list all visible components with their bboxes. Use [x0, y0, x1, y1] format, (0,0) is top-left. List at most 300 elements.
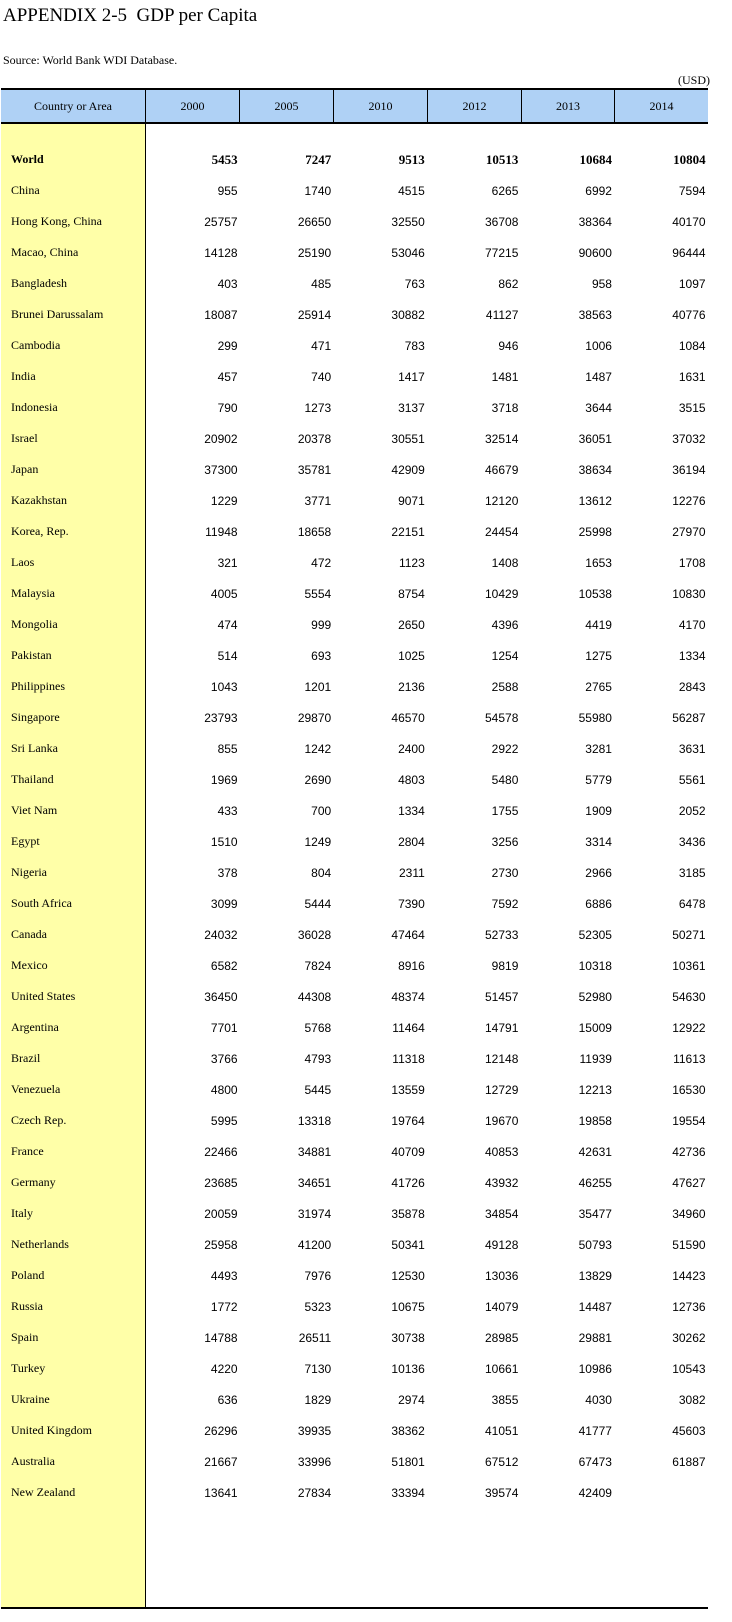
value-cell: 19764: [391, 1113, 425, 1128]
value-cell: 42736: [672, 1144, 706, 1159]
value-cell: 2588: [491, 679, 519, 694]
value-cell: 8754: [398, 586, 425, 601]
value-cell: 11613: [673, 1051, 706, 1066]
unit-label: (USD): [678, 73, 710, 87]
value-cell: 12276: [672, 493, 706, 508]
value-cell: 34651: [297, 1175, 332, 1190]
table-row: [1, 1167, 708, 1198]
table-row: [1, 1043, 708, 1074]
value-cell: 10804: [673, 151, 706, 167]
value-cell: 1772: [210, 1299, 238, 1314]
value-cell: 67473: [578, 1454, 612, 1469]
country-name: New Zealand: [11, 1485, 76, 1499]
value-cell: 33996: [297, 1454, 332, 1469]
table-row: [1, 578, 708, 609]
country-name: Mexico: [11, 958, 48, 972]
value-cell: 10136: [391, 1361, 425, 1376]
value-cell: 10318: [578, 958, 612, 973]
value-cell: 14788: [204, 1330, 238, 1345]
value-cell: 96444: [672, 245, 706, 260]
value-cell: 20059: [204, 1206, 238, 1221]
value-cell: 10830: [672, 586, 706, 601]
table-row: [1, 671, 708, 702]
value-cell: 5453: [211, 151, 238, 167]
value-cell: 10361: [672, 958, 706, 973]
value-cell: 10661: [485, 1361, 519, 1376]
table-row: [1, 1415, 708, 1446]
value-cell: 25190: [297, 245, 332, 260]
value-cell: 52980: [578, 989, 612, 1004]
value-cell: 9819: [491, 958, 519, 973]
value-cell: 50341: [391, 1237, 425, 1252]
table-row: [1, 175, 708, 206]
value-cell: 20378: [297, 431, 332, 446]
value-cell: 56287: [672, 710, 706, 725]
value-cell: 34960: [672, 1206, 706, 1221]
value-cell: 740: [311, 369, 332, 384]
value-cell: 41200: [297, 1237, 332, 1252]
value-cell: 19858: [578, 1113, 612, 1128]
value-cell: 18658: [297, 524, 332, 539]
value-cell: 1417: [398, 369, 425, 384]
country-name: Nigeria: [11, 865, 47, 879]
value-cell: 958: [591, 276, 612, 291]
value-cell: 2843: [678, 679, 706, 694]
value-cell: 23685: [204, 1175, 238, 1190]
value-cell: 2650: [398, 617, 425, 632]
table-row: [1, 1105, 708, 1136]
country-name: Macao, China: [11, 245, 79, 259]
value-cell: 4800: [210, 1082, 238, 1097]
value-cell: 6582: [210, 958, 238, 973]
value-cell: 14079: [485, 1299, 519, 1314]
value-cell: 26650: [297, 214, 332, 229]
value-cell: 763: [404, 276, 425, 291]
value-cell: 1273: [304, 400, 332, 415]
value-cell: 51457: [485, 989, 519, 1004]
value-cell: 3631: [678, 741, 706, 756]
value-cell: 485: [311, 276, 332, 291]
value-cell: 2922: [491, 741, 519, 756]
source-note: Source: World Bank WDI Database.: [3, 53, 178, 67]
value-cell: 34854: [485, 1206, 519, 1221]
value-cell: 24454: [485, 524, 519, 539]
country-name: Turkey: [11, 1361, 46, 1375]
country-name: Venezuela: [11, 1082, 61, 1096]
country-name: Australia: [11, 1454, 55, 1468]
value-cell: 6478: [678, 896, 706, 911]
country-name: Egypt: [11, 834, 40, 848]
country-name: South Africa: [11, 896, 72, 910]
value-cell: 21667: [204, 1454, 238, 1469]
value-cell: 2690: [304, 772, 332, 787]
value-cell: 67512: [485, 1454, 519, 1469]
value-cell: 9071: [398, 493, 425, 508]
value-cell: 31974: [297, 1206, 332, 1221]
value-cell: 1481: [491, 369, 519, 384]
value-cell: 6886: [585, 896, 612, 911]
value-cell: 42631: [578, 1144, 612, 1159]
value-cell: 3766: [210, 1051, 238, 1066]
table-row: [1, 702, 708, 733]
value-cell: 1487: [585, 369, 612, 384]
table-row: [1, 857, 708, 888]
value-cell: 40170: [672, 214, 706, 229]
header-2000: 2000: [146, 90, 240, 122]
value-cell: 1123: [398, 555, 425, 570]
table-row: [1, 1074, 708, 1105]
country-name: Korea, Rep.: [11, 524, 69, 538]
value-cell: 1510: [210, 834, 238, 849]
table-row: [1, 454, 708, 485]
value-cell: 40776: [672, 307, 706, 322]
value-cell: 3314: [585, 834, 612, 849]
value-cell: 10675: [391, 1299, 425, 1314]
value-cell: 6265: [491, 183, 519, 198]
table-row: [1, 485, 708, 516]
country-name: Laos: [11, 555, 35, 569]
value-cell: 10986: [578, 1361, 612, 1376]
country-name: Brunei Darussalam: [11, 307, 104, 321]
value-cell: 38364: [578, 214, 612, 229]
country-name: France: [11, 1144, 44, 1158]
value-cell: 7390: [398, 896, 425, 911]
value-cell: 33394: [391, 1485, 425, 1500]
value-cell: 50271: [672, 927, 706, 942]
gdp-table: [1, 88, 708, 1609]
value-cell: 15009: [578, 1020, 612, 1035]
value-cell: 53046: [391, 245, 425, 260]
value-cell: 7976: [304, 1268, 332, 1283]
value-cell: 4396: [491, 617, 519, 632]
value-cell: 41051: [485, 1423, 519, 1438]
value-cell: 1909: [585, 803, 612, 818]
value-cell: 32550: [391, 214, 425, 229]
country-name: Brazil: [11, 1051, 41, 1065]
value-cell: 2804: [398, 834, 425, 849]
table-row: [1, 299, 708, 330]
country-name: Bangladesh: [11, 276, 67, 290]
table-row: [1, 423, 708, 454]
value-cell: 25914: [297, 307, 332, 322]
value-cell: 34881: [297, 1144, 332, 1159]
value-cell: 3855: [491, 1392, 519, 1407]
value-cell: 19670: [485, 1113, 519, 1128]
value-cell: 41777: [578, 1423, 612, 1438]
value-cell: 8916: [398, 958, 425, 973]
value-cell: 999: [311, 617, 332, 632]
value-cell: 1229: [210, 493, 238, 508]
value-cell: 30262: [672, 1330, 706, 1345]
value-cell: 7594: [678, 183, 706, 198]
country-name: China: [11, 183, 40, 197]
country-name: Argentina: [11, 1020, 59, 1034]
country-name: Hong Kong, China: [11, 214, 102, 228]
value-cell: 27834: [297, 1485, 332, 1500]
table-header-row: [1, 88, 708, 124]
table-row: [1, 1012, 708, 1043]
value-cell: 30551: [391, 431, 425, 446]
value-cell: 783: [404, 338, 425, 353]
value-cell: 13036: [485, 1268, 519, 1283]
value-cell: 3099: [210, 896, 238, 911]
country-name: Germany: [11, 1175, 56, 1189]
value-cell: 3185: [678, 865, 706, 880]
table-row: [1, 361, 708, 392]
value-cell: 37300: [204, 462, 238, 477]
country-name: Thailand: [11, 772, 54, 786]
value-cell: 2136: [398, 679, 425, 694]
value-cell: 1631: [678, 369, 706, 384]
value-cell: 9513: [398, 151, 425, 167]
country-name: Pakistan: [11, 648, 52, 662]
value-cell: 12148: [485, 1051, 519, 1066]
value-cell: 4220: [210, 1361, 238, 1376]
value-cell: 30738: [391, 1330, 425, 1345]
value-cell: 13318: [297, 1113, 332, 1128]
value-cell: 43932: [485, 1175, 519, 1190]
value-cell: 14487: [578, 1299, 612, 1314]
value-cell: 1043: [210, 679, 238, 694]
value-cell: 28985: [485, 1330, 519, 1345]
value-cell: 49128: [485, 1237, 519, 1252]
value-cell: 37032: [672, 431, 706, 446]
country-name: Indonesia: [11, 400, 58, 414]
table-row: [1, 1477, 708, 1508]
table-row: [1, 795, 708, 826]
value-cell: 50793: [578, 1237, 612, 1252]
value-cell: 7247: [305, 151, 332, 167]
value-cell: 41726: [391, 1175, 425, 1190]
value-cell: 299: [217, 338, 238, 353]
value-cell: 471: [311, 338, 332, 353]
value-cell: 855: [217, 741, 238, 756]
table-row: [1, 1446, 708, 1477]
value-cell: 5768: [304, 1020, 332, 1035]
value-cell: 4005: [210, 586, 238, 601]
country-name: United Kingdom: [11, 1423, 92, 1437]
value-cell: 12213: [578, 1082, 612, 1097]
value-cell: 46679: [485, 462, 519, 477]
value-cell: 29870: [297, 710, 332, 725]
value-cell: 13829: [578, 1268, 612, 1283]
value-cell: 6992: [585, 183, 612, 198]
value-cell: 321: [217, 555, 238, 570]
table-row: [1, 1229, 708, 1260]
table-row: [1, 1260, 708, 1291]
table-row: [1, 330, 708, 361]
value-cell: 4419: [585, 617, 612, 632]
value-cell: 4515: [398, 183, 425, 198]
table-row: [1, 547, 708, 578]
country-name: Cambodia: [11, 338, 61, 352]
value-cell: 45603: [672, 1423, 706, 1438]
value-cell: 790: [217, 400, 238, 415]
country-name: Singapore: [11, 710, 60, 724]
value-cell: 433: [217, 803, 238, 818]
value-cell: 1242: [304, 741, 332, 756]
country-name: Viet Nam: [11, 803, 58, 817]
value-cell: 24032: [204, 927, 238, 942]
value-cell: 2400: [398, 741, 425, 756]
value-cell: 25958: [204, 1237, 238, 1252]
table-row: [1, 981, 708, 1012]
table-row: [1, 950, 708, 981]
value-cell: 51590: [672, 1237, 706, 1252]
value-cell: 32514: [485, 431, 519, 446]
value-cell: 10543: [672, 1361, 706, 1376]
table-row: [1, 392, 708, 423]
value-cell: 3256: [491, 834, 519, 849]
country-name: Israel: [11, 431, 38, 445]
value-cell: 47464: [391, 927, 425, 942]
country-name: Philippines: [11, 679, 66, 693]
value-cell: 3771: [304, 493, 332, 508]
value-cell: 18087: [204, 307, 238, 322]
value-cell: 1201: [304, 679, 332, 694]
value-cell: 2311: [398, 865, 425, 880]
value-cell: 472: [311, 555, 332, 570]
value-cell: 40853: [485, 1144, 519, 1159]
value-cell: 61887: [672, 1454, 706, 1469]
value-cell: 51801: [391, 1454, 425, 1469]
value-cell: 5445: [304, 1082, 332, 1097]
header-2010: 2010: [334, 90, 428, 122]
value-cell: 700: [311, 803, 332, 818]
country-name: Ukraine: [11, 1392, 50, 1406]
value-cell: 39935: [297, 1423, 332, 1438]
header-2012: 2012: [428, 90, 522, 122]
value-cell: 3436: [678, 834, 706, 849]
table-row: [1, 640, 708, 671]
table-row: [1, 764, 708, 795]
value-cell: 1740: [304, 183, 332, 198]
value-cell: 693: [311, 648, 332, 663]
value-cell: 2052: [678, 803, 706, 818]
value-cell: 5323: [304, 1299, 332, 1314]
value-cell: 25757: [204, 214, 238, 229]
country-name: India: [11, 369, 36, 383]
value-cell: 22466: [204, 1144, 238, 1159]
table-row: [1, 1353, 708, 1384]
value-cell: 474: [217, 617, 238, 632]
value-cell: 30882: [391, 307, 425, 322]
table-row: [1, 206, 708, 237]
value-cell: 1097: [678, 276, 706, 291]
value-cell: 54630: [672, 989, 706, 1004]
value-cell: 26511: [298, 1330, 332, 1345]
value-cell: 77215: [485, 245, 519, 260]
value-cell: 11318: [392, 1051, 425, 1066]
value-cell: 3644: [585, 400, 612, 415]
value-cell: 955: [217, 183, 238, 198]
table-row: [1, 1291, 708, 1322]
table-row: [1, 733, 708, 764]
value-cell: 804: [311, 865, 332, 880]
value-cell: 36708: [485, 214, 519, 229]
country-name: Italy: [11, 1206, 33, 1220]
value-cell: 5561: [678, 772, 706, 787]
value-cell: 11948: [205, 524, 238, 539]
value-cell: 862: [498, 276, 519, 291]
value-cell: 4170: [678, 617, 706, 632]
value-cell: 42909: [391, 462, 425, 477]
value-cell: 10684: [579, 151, 612, 167]
country-name: Japan: [11, 462, 39, 476]
value-cell: 7130: [304, 1361, 332, 1376]
value-cell: 47627: [672, 1175, 706, 1190]
value-cell: 14128: [204, 245, 238, 260]
country-name: United States: [11, 989, 76, 1003]
value-cell: 5779: [585, 772, 612, 787]
value-cell: 7701: [210, 1020, 238, 1035]
header-2013: 2013: [522, 90, 615, 122]
table-row: [1, 888, 708, 919]
value-cell: 1006: [585, 338, 612, 353]
value-cell: 1025: [398, 648, 425, 663]
table-row: [1, 1198, 708, 1229]
value-cell: 4493: [210, 1268, 238, 1283]
value-cell: 1829: [304, 1392, 332, 1407]
value-cell: 3718: [491, 400, 519, 415]
value-cell: 35878: [391, 1206, 425, 1221]
value-cell: 29881: [578, 1330, 612, 1345]
value-cell: 3137: [398, 400, 425, 415]
value-cell: 5480: [491, 772, 519, 787]
value-cell: 13612: [578, 493, 612, 508]
header-2014: 2014: [649, 98, 674, 113]
value-cell: 5995: [210, 1113, 238, 1128]
value-cell: 48374: [391, 989, 425, 1004]
value-cell: 4793: [304, 1051, 332, 1066]
country-name: Mongolia: [11, 617, 58, 631]
value-cell: 12120: [485, 493, 519, 508]
value-cell: 1275: [585, 648, 612, 663]
page-title: APPENDIX 2-5 GDP per Capita: [3, 5, 258, 26]
country-name: Czech Rep.: [11, 1113, 67, 1127]
table-body: [1, 144, 708, 1508]
value-cell: 55980: [578, 710, 612, 725]
value-cell: 52305: [578, 927, 612, 942]
value-cell: 7824: [304, 958, 332, 973]
value-cell: 11939: [579, 1051, 612, 1066]
value-cell: 38634: [578, 462, 612, 477]
value-cell: 3281: [585, 741, 612, 756]
table-row: [1, 919, 708, 950]
value-cell: 2730: [491, 865, 519, 880]
value-cell: 636: [217, 1392, 238, 1407]
header-2005: 2005: [240, 90, 334, 122]
table-row: [1, 237, 708, 268]
value-cell: 1249: [304, 834, 332, 849]
value-cell: 514: [217, 648, 238, 663]
table-row: [1, 1136, 708, 1167]
value-cell: 25998: [578, 524, 612, 539]
value-cell: 11464: [392, 1020, 425, 1035]
value-cell: 5444: [304, 896, 332, 911]
value-cell: 1334: [678, 648, 706, 663]
value-cell: 36051: [578, 431, 612, 446]
value-cell: 44308: [297, 989, 332, 1004]
table-row: [1, 609, 708, 640]
value-cell: 5554: [304, 586, 332, 601]
value-cell: 3082: [678, 1392, 706, 1407]
value-cell: 946: [498, 338, 519, 353]
country-name: Netherlands: [11, 1237, 69, 1251]
value-cell: 23793: [204, 710, 238, 725]
value-cell: 2974: [398, 1392, 425, 1407]
value-cell: 7592: [491, 896, 519, 911]
